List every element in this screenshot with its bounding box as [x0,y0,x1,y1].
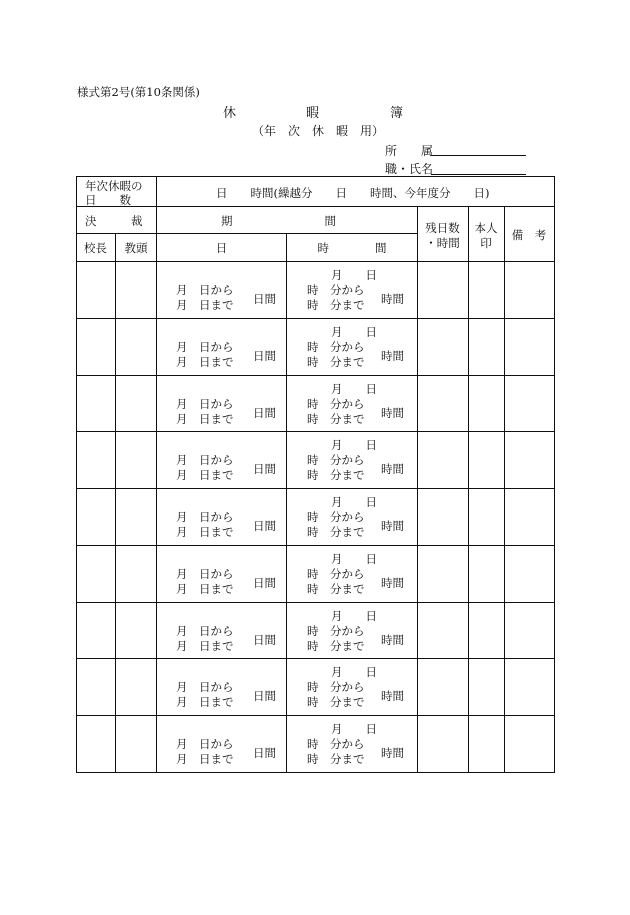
table-col-line-5 [468,206,469,773]
row-month-day: 月 日 [331,495,377,509]
row-from-day: 月 日から [176,737,234,751]
row-days-unit: 日間 [253,689,276,703]
title-char-3: 簿 [390,106,404,121]
row-to-day: 月 日まで [176,355,234,369]
approval-header: 決 裁 [85,214,143,228]
remaining-header-2: ・時間 [425,236,460,250]
row-from-day: 月 日から [176,397,234,411]
row-hours-unit: 時間 [381,519,404,533]
seal-header: 本人 [474,221,498,235]
table-row-line [76,545,555,546]
table-col-line-1 [156,176,157,773]
row-to-time: 時 分まで [307,525,365,539]
row-from-time: 時 分から [307,340,365,354]
period-header: 期 間 [221,214,336,228]
principal-header: 校長 [84,241,107,255]
table-col-line-2 [115,233,116,773]
row-hours-unit: 時間 [381,292,404,306]
name-label: 職・氏名 [385,162,434,176]
leave-register-table [76,176,555,773]
subtitle: （年 次 休 暇 用） [252,124,385,138]
row-days-unit: 日間 [253,292,276,306]
row-month-day: 月 日 [331,268,377,282]
row-from-time: 時 分から [307,397,365,411]
row-month-day: 月 日 [331,722,377,736]
affiliation-field[interactable] [431,140,526,156]
vice-principal-header: 教頭 [124,241,148,255]
row-to-day: 月 日まで [176,639,234,653]
annual-leave-summary: 日 時間(繰越分 日 時間、今年度分 日) [216,186,490,200]
remarks-header: 備 考 [511,228,547,242]
row-to-time: 時 分まで [307,355,365,369]
row-to-time: 時 分まで [307,695,365,709]
row-to-time: 時 分まで [307,752,365,766]
row-from-time: 時 分から [307,737,365,751]
row-hours-unit: 時間 [381,633,404,647]
table-row-line [76,431,555,432]
table-row-line [76,375,555,376]
row-to-time: 時 分まで [307,298,365,312]
remaining-header: 残日数 [425,221,460,235]
row-to-time: 時 分まで [307,639,365,653]
row-from-day: 月 日から [176,567,234,581]
row-month-day: 月 日 [331,325,377,339]
table-line-2 [76,233,417,234]
table-row-line [76,658,555,659]
table-line-3 [76,261,555,262]
row-hours-unit: 時間 [381,746,404,760]
row-month-day: 月 日 [331,665,377,679]
table-col-line-3 [286,233,287,773]
affiliation-label: 所 属 [385,144,434,158]
table-border-top [76,176,555,177]
day-header: 日 [215,241,228,255]
row-month-day: 月 日 [331,382,377,396]
row-from-time: 時 分から [307,510,365,524]
row-to-day: 月 日まで [176,412,234,426]
row-days-unit: 日間 [253,462,276,476]
row-to-day: 月 日まで [176,695,234,709]
table-row-line [76,715,555,716]
row-from-day: 月 日から [176,624,234,638]
table-border-bottom [76,772,555,773]
table-row-line [76,602,555,603]
row-hours-unit: 時間 [381,689,404,703]
row-to-time: 時 分まで [307,412,365,426]
row-to-day: 月 日まで [176,582,234,596]
title-char-1: 休 [223,106,237,121]
row-from-day: 月 日から [176,453,234,467]
name-field[interactable] [431,159,526,175]
row-days-unit: 日間 [253,576,276,590]
row-from-day: 月 日から [176,510,234,524]
table-row-line [76,488,555,489]
row-month-day: 月 日 [331,552,377,566]
row-from-day: 月 日から [176,680,234,694]
table-col-line-6 [504,206,505,773]
row-from-time: 時 分から [307,283,365,297]
annual-leave-days-label: 年次休暇の [85,179,143,193]
annual-leave-days-label-2: 日 数 [85,193,131,207]
row-hours-unit: 時間 [381,462,404,476]
row-to-day: 月 日まで [176,298,234,312]
table-col-line-4 [417,206,418,773]
row-from-time: 時 分から [307,624,365,638]
row-days-unit: 日間 [253,519,276,533]
seal-header-2: 印 [480,236,492,250]
row-from-time: 時 分から [307,680,365,694]
row-hours-unit: 時間 [381,349,404,363]
title-char-2: 暇 [306,106,320,121]
row-hours-unit: 時間 [381,406,404,420]
row-days-unit: 日間 [253,633,276,647]
row-to-time: 時 分まで [307,582,365,596]
table-row-line [76,318,555,319]
row-to-day: 月 日まで [176,752,234,766]
row-month-day: 月 日 [331,438,377,452]
row-days-unit: 日間 [253,746,276,760]
row-to-day: 月 日まで [176,468,234,482]
form-number: 様式第2号(第10条関係) [77,85,200,99]
time-header: 時 間 [317,241,387,255]
row-to-day: 月 日まで [176,525,234,539]
row-from-time: 時 分から [307,453,365,467]
row-to-time: 時 分まで [307,468,365,482]
row-hours-unit: 時間 [381,576,404,590]
row-days-unit: 日間 [253,349,276,363]
table-border-left [76,176,77,773]
row-from-day: 月 日から [176,340,234,354]
row-month-day: 月 日 [331,609,377,623]
table-line-1 [76,206,555,207]
row-from-day: 月 日から [176,283,234,297]
row-from-time: 時 分から [307,567,365,581]
table-border-right [554,176,555,773]
row-days-unit: 日間 [253,406,276,420]
